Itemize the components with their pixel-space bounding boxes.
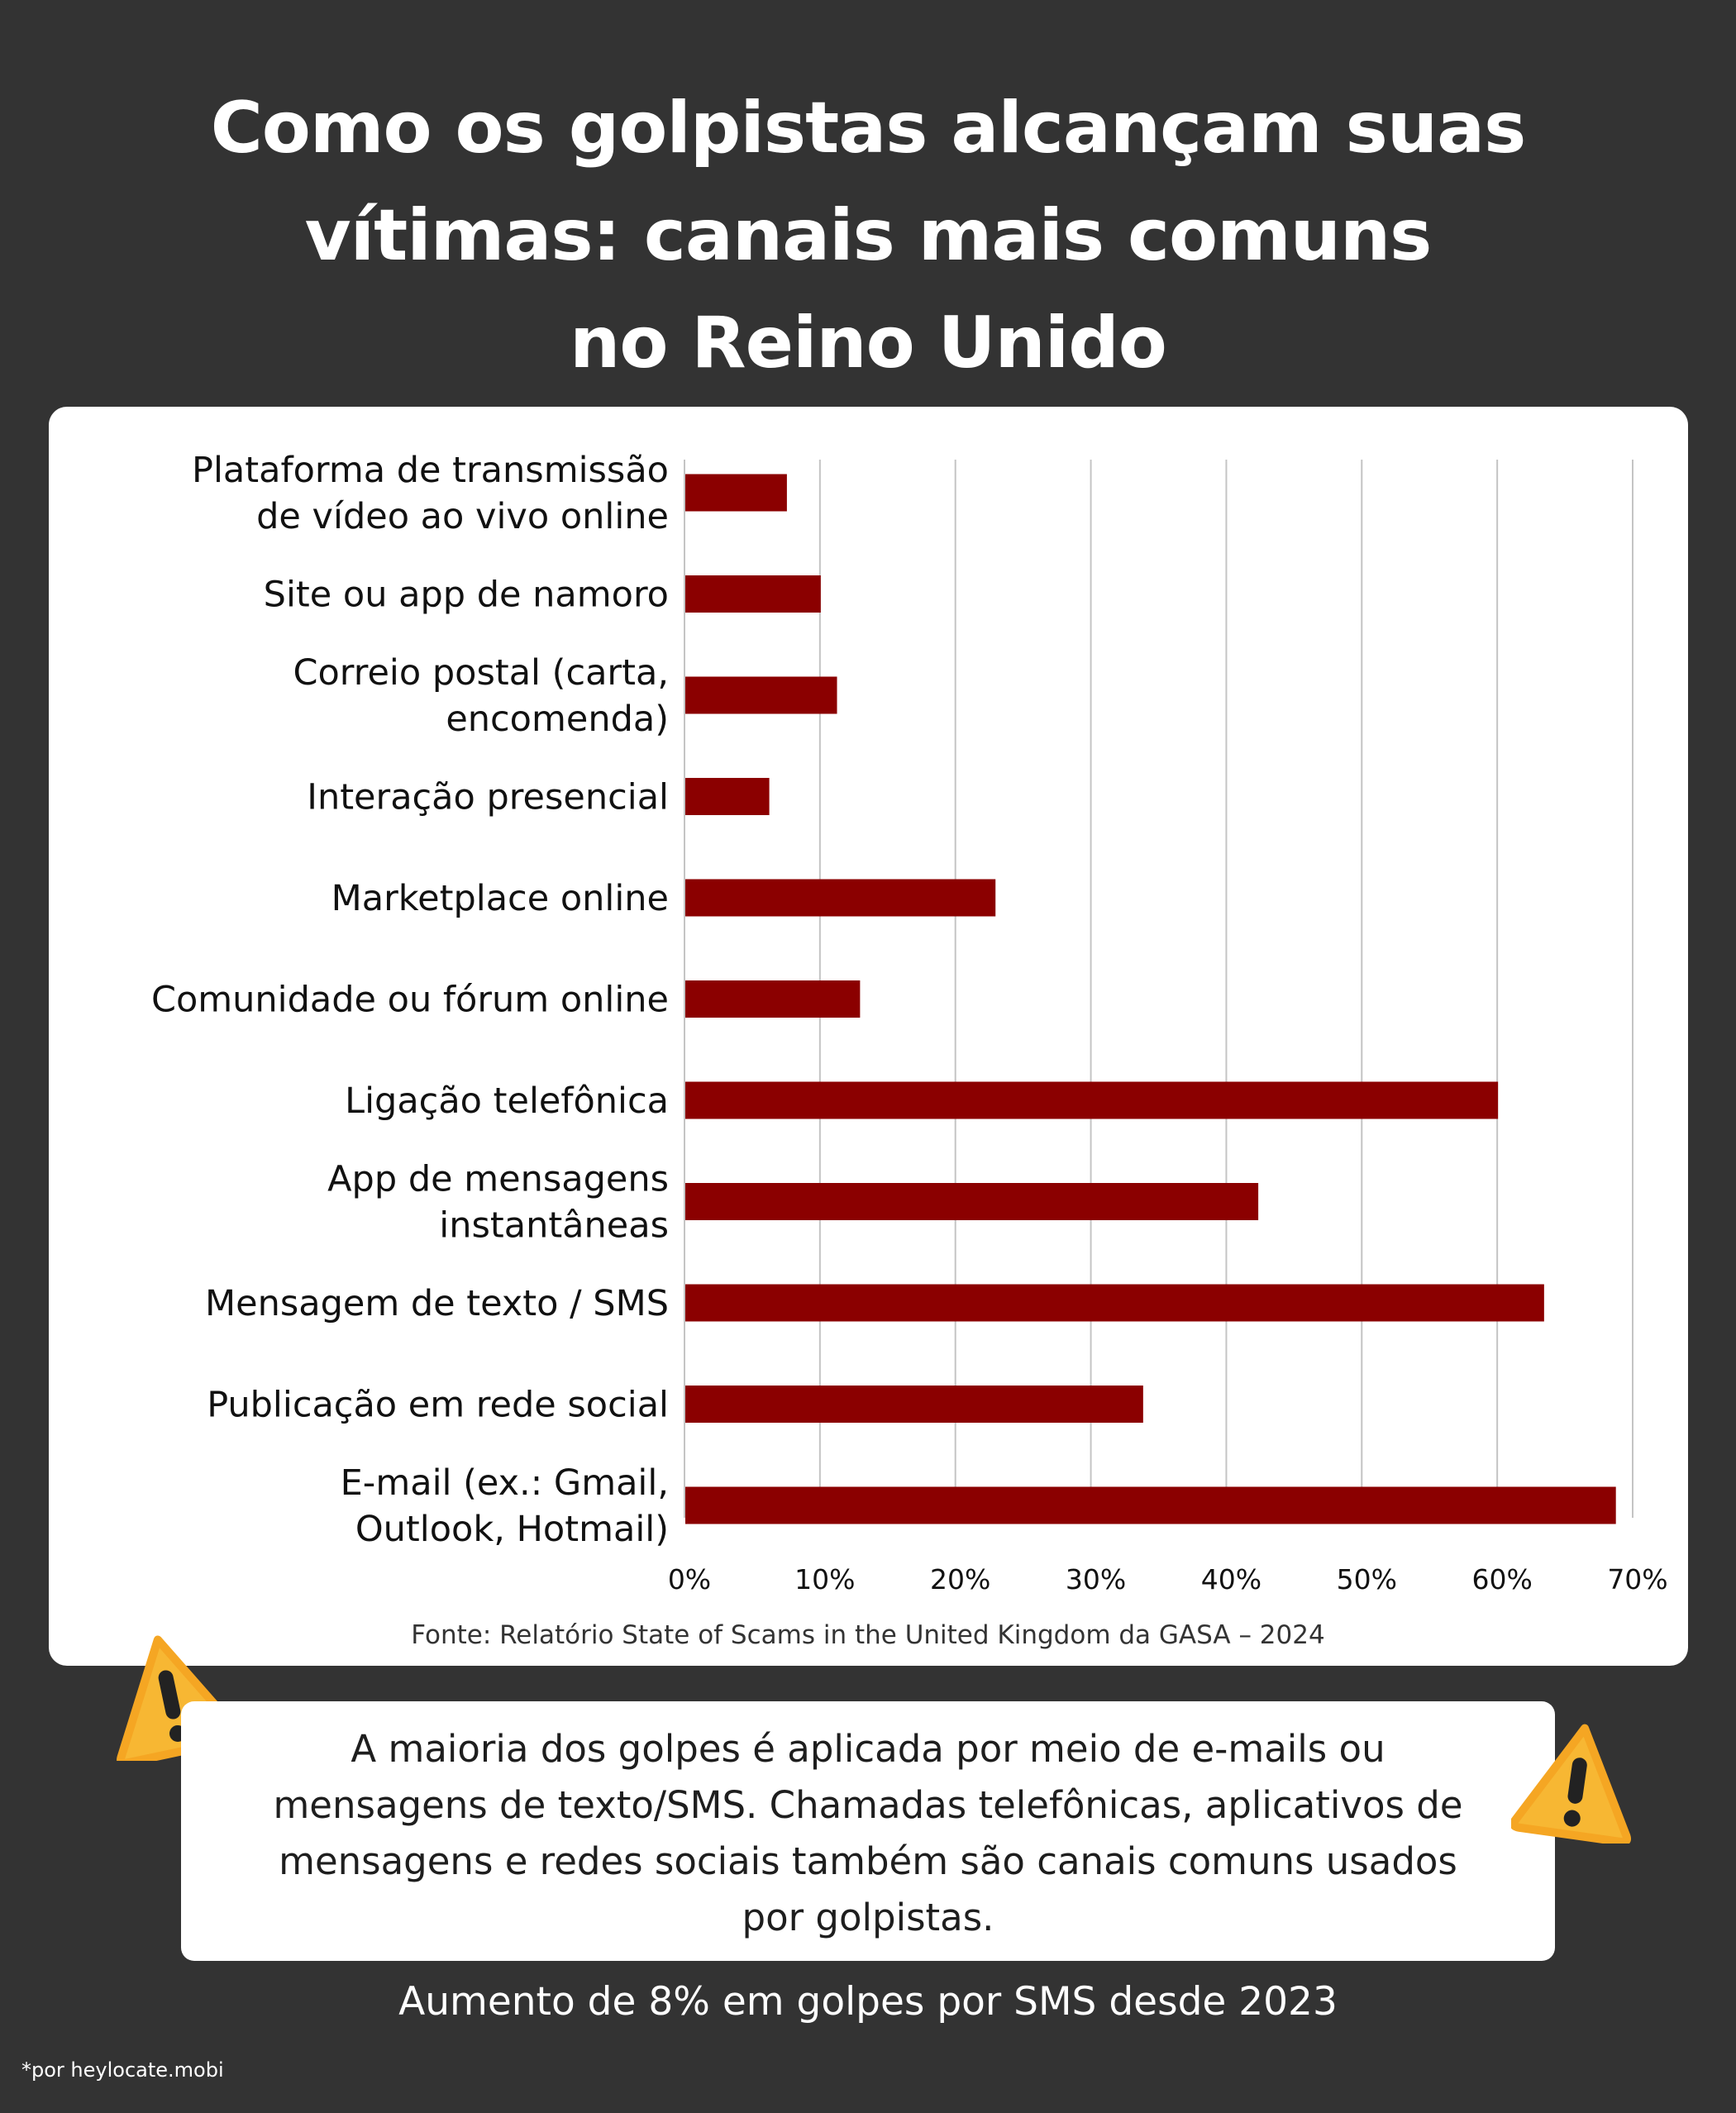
title-line: Como os golpistas alcançam suas	[210, 87, 1526, 169]
bar	[685, 980, 860, 1018]
category-label: Ligação telefônica	[345, 1080, 669, 1122]
title-line: vítimas: canais mais comuns	[304, 194, 1432, 277]
x-tick-label: 10%	[794, 1563, 856, 1595]
bar	[685, 1285, 1544, 1322]
bar	[685, 1183, 1258, 1220]
category-label: Interação presencial	[307, 776, 669, 818]
title-line: no Reino Unido	[570, 302, 1166, 384]
x-tick-label: 0%	[667, 1563, 712, 1595]
footer-stat: Aumento de 8% em golpes por SMS desde 2023	[398, 1979, 1338, 2025]
x-tick-label: 50%	[1336, 1563, 1397, 1595]
category-label: de vídeo ao vivo online	[256, 496, 669, 537]
bar-chart	[49, 407, 1688, 1666]
x-tick-label: 30%	[1065, 1563, 1127, 1595]
page-title	[83, 74, 1653, 397]
warning-icon	[1511, 1719, 1643, 1844]
x-tick-label: 70%	[1607, 1563, 1668, 1595]
bar	[685, 475, 787, 512]
bar	[685, 677, 837, 714]
category-label: instantâneas	[439, 1204, 669, 1247]
note-line: mensagens de texto/SMS. Chamadas telefônicas, aplicativos de	[273, 1783, 1463, 1827]
x-tick-label: 40%	[1200, 1563, 1262, 1595]
x-tick-label: 20%	[930, 1563, 991, 1595]
category-label: Comunidade ou fórum online	[150, 979, 669, 1021]
bar	[685, 880, 995, 917]
bar	[685, 1487, 1616, 1524]
chart-source: Fonte: Relatório State of Scams in the United Kingdom da GASA – 2024	[411, 1620, 1325, 1650]
note-line: A maioria dos golpes é aplicada por meio de e-mails ou	[351, 1727, 1385, 1771]
credit: *por heylocate.mobi	[21, 2058, 224, 2082]
category-label: encomenda)	[446, 699, 669, 740]
category-label: Publicação em rede social	[207, 1384, 669, 1426]
category-label: Marketplace online	[331, 878, 669, 919]
category-label: Outlook, Hotmail)	[355, 1509, 669, 1550]
bar	[685, 778, 770, 815]
category-label: Mensagem de texto / SMS	[205, 1283, 669, 1324]
category-label: Correio postal (carta,	[293, 652, 669, 694]
chart-card	[49, 407, 1688, 1666]
note-line: por golpistas.	[742, 1896, 994, 1939]
note-line: mensagens e redes sociais também são canais comuns usados	[279, 1839, 1457, 1883]
summary-note	[181, 1701, 1555, 1961]
x-tick-label: 60%	[1471, 1563, 1533, 1595]
bar	[685, 1082, 1498, 1119]
category-label: E-mail (ex.: Gmail,	[340, 1462, 669, 1504]
category-label: Plataforma de transmissão	[192, 450, 669, 491]
bar	[685, 1386, 1143, 1423]
category-label: Site ou app de namoro	[263, 574, 669, 616]
bar	[685, 575, 821, 613]
category-label: App de mensagens	[327, 1158, 669, 1200]
